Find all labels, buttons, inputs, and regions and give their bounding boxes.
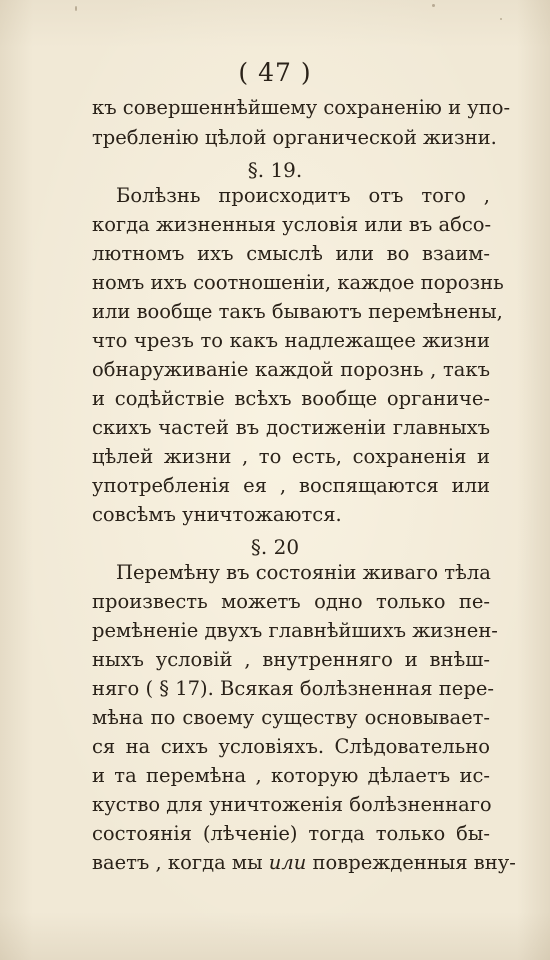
text-line: ныхъ условiй , внутренняго и внѣш- [92,648,490,671]
text-line: употребленiя ея , воспящаются или [92,474,490,497]
text-line: куство для уничтоженiя болѣзненнаго [92,793,492,816]
text-line: лютномъ ихъ смыслѣ или во взаим- [92,242,490,265]
paragraph-first-line: Болѣзнь происходитъ отъ того , [116,184,490,207]
text-line: что чрезъ то какъ надлежащее жизни [92,329,490,352]
text-line: обнаруживанiе каждой порознь , такъ [92,358,490,381]
text-line: состоянiя (лѣченiе) тогда только бы- [92,822,490,845]
text-line: произвесть можетъ одно только пе- [92,590,490,613]
italic-word: или [268,851,307,874]
text-line: совсѣмъ уничтожаются. [92,503,342,526]
text-line: когда жизненныя условiя или въ абсо- [92,213,492,236]
text-line: ся на сихъ условiяхъ. Слѣдовательно [92,735,490,758]
text-line: къ совершеннѣйшему сохраненiю и упо- [92,96,511,119]
paragraph-first-line: Перемѣну въ состоянiи живаго тѣла [116,561,491,584]
paper-speck [75,6,77,11]
text-line: ремѣненiе двухъ главнѣйшихъ жизнен- [92,619,498,642]
text-line: и содѣйствiе всѣхъ вообще органиче- [92,387,490,410]
text-line: или вообще такъ бываютъ перемѣнены, [92,300,503,323]
paper-speck [432,4,435,7]
text-line: номъ ихъ соотношенiи, каждое порознь [92,271,504,294]
paper-speck [500,18,502,20]
text-segment: поврежденныя вну- [306,851,516,874]
section-heading: §. 20 [250,535,300,559]
text-line-with-italic [92,851,516,875]
text-line: скихъ частей въ достиженiи главныхъ [92,416,490,439]
text-line: цѣлей жизни , то есть, сохраненiя и [92,445,490,468]
text-line: няго ( § 17). Всякая болѣзненная пере- [92,677,494,700]
section-heading: §. 19. [247,158,303,182]
text-line: и та перемѣна , которую дѣлаетъ ис- [92,764,490,787]
text-segment: ваетъ , когда мы [92,851,269,874]
text-line: требленiю цѣлой органической жизни. [92,126,497,149]
text-line: мѣна по своему существу основывает- [92,706,490,729]
page-number: ( 47 ) [238,58,312,87]
